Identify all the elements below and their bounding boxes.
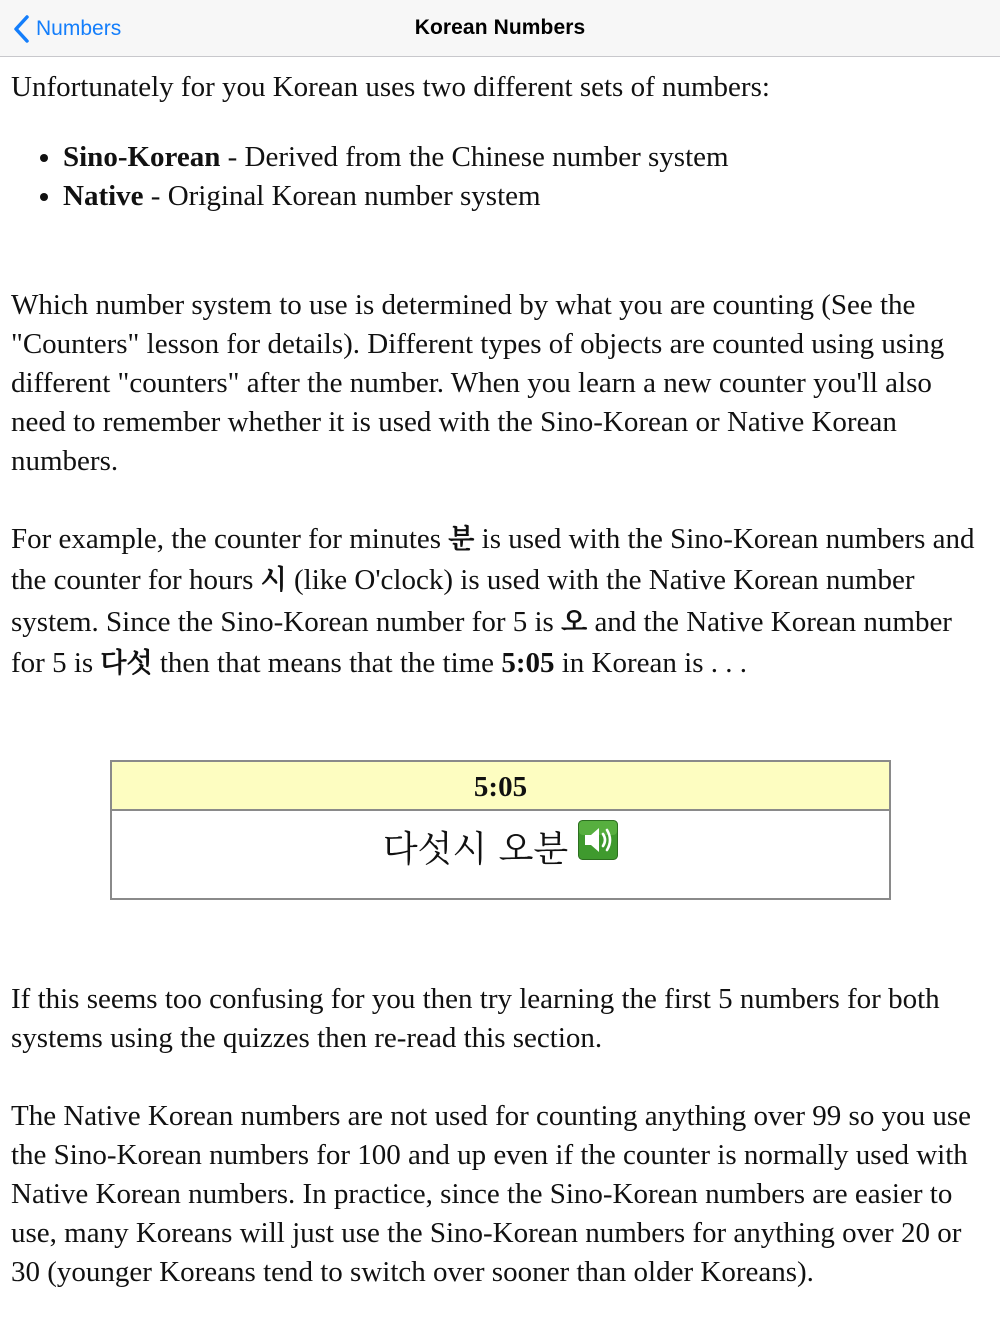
text-run: is used with the Sino-Korean numbers and the counter for hours: [11, 523, 975, 597]
text-run: (like O'clock) is used with the Native Korean number system. Since the Sino-Korean number for 5 is: [11, 564, 915, 638]
time-example-table: [110, 760, 891, 900]
korean-word: 분: [448, 524, 475, 555]
table-header: 5:05: [112, 762, 889, 811]
korean-word: 다섯: [100, 648, 153, 680]
text-run: then that means that the time: [152, 647, 502, 680]
list-item: [63, 138, 991, 177]
korean-word: 오: [561, 606, 588, 638]
text-run: For example, the counter for minutes: [11, 523, 449, 555]
list-item-desc: - Derived from the Chinese number system: [220, 141, 729, 173]
number-systems-list: [11, 138, 991, 216]
native-limit-paragraph: The Native Korean numbers are not used for counting anything over 99 so you use the Sino-Korean numbers for 100 and up even if the counter is normally used with Native Korean numbers. In practice, since the Sino-Korean numbers are easier to use, many Koreans will just use the Sino-Korean numbers for anything over 20 or 30 (younger Koreans tend to switch over sooner than older Koreans).: [11, 1100, 971, 1288]
confusing-paragraph: If this seems too confusing for you then try learning the first 5 numbers for both systems using the quizzes then re-read this section.: [11, 983, 940, 1054]
list-item-term: Sino-Korean: [63, 141, 221, 173]
text-run: in Korean is . . .: [554, 647, 747, 680]
speaker-icon: [578, 820, 618, 860]
time-bold: 5:05: [501, 647, 555, 680]
back-button-label: Numbers: [36, 17, 122, 40]
korean-word: 시: [260, 565, 287, 597]
counters-paragraph: Which number system to use is determined by what you are counting (See the "Counters" lesson for details). Different types of objects are counted using using different "counters" after the number. When you learn a new counter you'll also need to remember whether it is used with the Sino-Korean or Native Korean numbers.: [11, 289, 945, 477]
text-run: and the Native Korean number for 5 is: [11, 605, 952, 680]
korean-time: 다섯시 오분: [382, 829, 569, 870]
lesson-content: [11, 68, 991, 685]
list-item-desc: - Original Korean number system: [143, 180, 541, 212]
example-paragraph: [11, 519, 991, 685]
navigation-bar: [0, 0, 1000, 57]
table-body: [112, 811, 889, 891]
lesson-content-lower: [11, 980, 991, 1292]
page-title: Korean Numbers: [414, 16, 586, 39]
play-audio-button[interactable]: [578, 820, 618, 860]
list-item-term: Native: [63, 180, 144, 212]
list-item: [63, 177, 991, 216]
intro-paragraph: Unfortunately for you Korean uses two different sets of numbers:: [11, 71, 770, 103]
